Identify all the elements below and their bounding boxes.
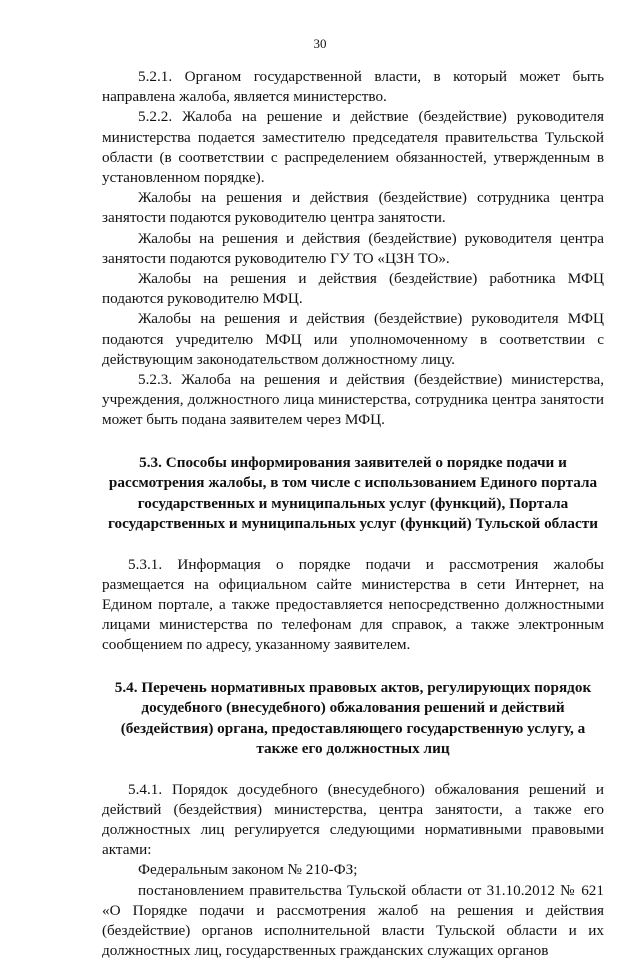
- paragraph-5-2-2: 5.2.2. Жалоба на решение и действие (бездействие) руководителя министерства подается заместителю председателя правительства Тульской области (в соответствии с распределением обязанностей, утвержденным в установленном порядке).: [102, 108, 604, 187]
- paragraph-federal-law: Федеральным законом № 210-ФЗ;: [138, 861, 358, 879]
- paragraph-mfc-worker-complaints: Жалобы на решения и действия (бездействие) работника МФЦ подаются руководителю МФЦ.: [102, 270, 604, 308]
- paragraph-regional-resolution: постановлением правительства Тульской области от 31.10.2012 № 621 «О Порядке подачи и рассмотрения жалоб на решения и действия (бездействие) органов исполнительной власти Тульской области и их должностных лиц, государственных гражданских служащих органов: [102, 881, 604, 960]
- paragraph-5-2-1: 5.2.1. Органом государственной власти, в который может быть направлена жалоба, является министерство.: [102, 68, 604, 106]
- paragraph-5-2-3: 5.2.3. Жалоба на решения и действия (бездействие) министерства, учреждения, должностного лица министерства, сотрудника центра занятости может быть подана заявителем через МФЦ.: [102, 371, 604, 429]
- paragraph-5-4-1: 5.4.1. Порядок досудебного (внесудебного) обжалования решений и действий (бездействия) министерства, центра занятости, а также его должностных лиц регулируется следующими нормативными правовыми актами:: [102, 780, 604, 859]
- paragraph-5-3-1: 5.3.1. Информация о порядке подачи и рассмотрения жалобы размещается на официальном сайте министерства в сети Интернет, на Едином портале, а также предоставляется непосредственно должностными лицами министерства по телефонам для справок, а также электронным сообщением по адресу, указанному заявителем.: [102, 555, 604, 654]
- paragraph-mfc-head-complaints: Жалобы на решения и действия (бездействие) руководителя МФЦ подаются учредителю МФЦ или уполномоченному в соответствии с действующим законодательством должностному лицу.: [102, 310, 604, 368]
- paragraph-head-complaints: Жалобы на решения и действия (бездействие) руководителя центра занятости подаются руководителю ГУ ТО «ЦЗН ТО».: [102, 229, 604, 267]
- paragraph-employee-complaints: Жалобы на решения и действия (бездействие) сотрудника центра занятости подаются руководителю центра занятости.: [102, 189, 604, 227]
- document-body: [102, 67, 604, 962]
- page-number: 30: [313, 36, 327, 51]
- heading-5-3: 5.3. Способы информирования заявителей о порядке подачи и рассмотрения жалобы, в том числе с использованием Единого портала государственных и муниципальных услуг (функций), Портала государственных и муниципальных услуг (функций) Тульской области: [108, 453, 598, 533]
- heading-5-4: 5.4. Перечень нормативных правовых актов, регулирующих порядок досудебного (внесудебного) обжалования решений и действий (бездействия) органа, предоставляющего государственную услугу, а также его должностных лиц: [114, 678, 592, 758]
